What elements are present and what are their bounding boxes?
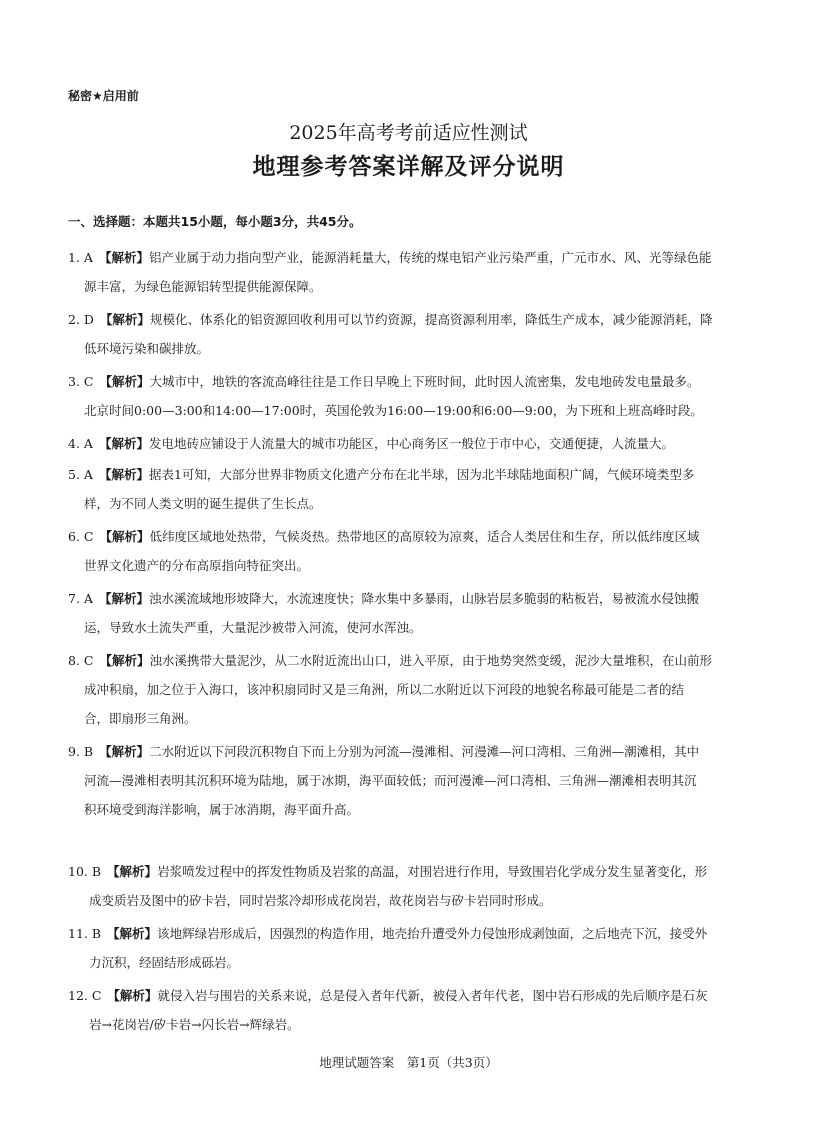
answer-number: 2. D [68,312,94,327]
answer-line [68,675,758,704]
answer-line [68,981,758,1010]
answer-text: 浊水溪流域地形坡降大，水流速度快；降水集中多暴雨，山脉岩层多脆弱的粘板岩，易被流水侵蚀搬 [148,591,699,606]
exam-title: 2025年高考考前适应性测试 [289,122,528,144]
answer-line [68,305,758,334]
analysis-tag: 【解析】 [107,988,158,1003]
answer-line [68,766,758,795]
answer-number: 1. A [68,250,93,265]
answer-line [68,584,758,613]
answer-line [68,646,758,675]
answer-text: 源丰富，为绿色能源铝转型提供能源保障。 [84,279,322,294]
answer-line [68,367,758,396]
answer-line [68,551,758,580]
answer-number: 5. A [68,467,93,482]
analysis-tag: 【解析】 [99,744,150,759]
answer-number: 12. C [68,988,102,1003]
analysis-tag: 【解析】 [98,250,149,265]
analysis-tag: 【解析】 [107,864,158,879]
answer-line [68,243,758,272]
answer-text: 成变质岩及图中的矽卡岩，同时岩浆冷却形成花岗岩，故花岗岩与矽卡岩同时形成。 [89,893,552,908]
answer-line [68,704,758,733]
answer-text: 低环境污染和碳排放。 [84,341,210,356]
answer-text: 就侵入岩与围岩的关系来说，总是侵入者年代新，被侵入者年代老，图中岩石形成的先后顺序是石灰 [157,988,708,1003]
answer-text: 据表1可知，大部分世界非物质文化遗产分布在北半球，因为北半球陆地面积广阔，气候环境类型多 [148,467,695,482]
answer-number: 11. B [68,926,102,941]
answer-number: 3. C [68,374,94,389]
answer-text: 发电地砖应铺设于人流量大的城市功能区，中心商务区一般位于市中心，交通便捷，人流量大。 [148,436,674,451]
answer-line [68,886,758,915]
answer-number: 8. C [68,653,94,668]
answer-item [68,305,758,363]
answer-text: 运，导致水土流失严重，大量泥沙被带入河流，使河水浑浊。 [84,620,422,635]
answer-text: 力沉积，经固结形成砾岩。 [89,955,240,970]
answer-item [68,429,758,458]
analysis-tag: 【解析】 [99,374,150,389]
answer-line [68,737,758,766]
secret-label: 秘密★启用前 [68,89,139,103]
analysis-tag: 【解析】 [98,591,149,606]
answer-text: 河流—漫滩相表明其沉积环境为陆地，属于冰期，海平面较低；而河漫滩—河口湾相、三角洲—潮滩相表明其沉 [84,773,697,788]
answer-line [68,396,758,425]
answer-line [68,429,758,458]
answer-text: 低纬度区域地处热带，气候炎热。热带地区的高原较为凉爽，适合人类居住和生存，所以低纬度区域 [149,529,700,544]
answer-text: 浊水溪携带大量泥沙，从二水附近流出山口，进入平原，由于地势突然变缓，泥沙大量堆积，在山前形 [149,653,712,668]
answer-line [68,489,758,518]
answer-line [68,334,758,363]
answer-number: 4. A [68,436,93,451]
analysis-tag: 【解析】 [107,926,158,941]
page-title: 地理参考答案详解及评分说明 [252,154,565,180]
answer-number: 10. B [68,864,102,879]
answer-line [68,522,758,551]
answer-item [68,646,758,733]
answer-text: 二水附近以下河段沉积物自下而上分别为河流—漫滩相、河漫滩—河口湾相、三角洲—潮滩相，其中 [149,744,700,759]
answer-line [68,272,758,301]
answer-line [68,460,758,489]
answer-item [68,460,758,518]
answer-text: 积环境受到海洋影响，属于冰消期，海平面升高。 [84,802,360,817]
answer-item [68,857,758,915]
analysis-tag: 【解析】 [99,529,150,544]
answer-item [68,522,758,580]
answer-text: 样，为不同人类文明的诞生提供了生长点。 [84,496,322,511]
answer-text: 北京时间0:00—3:00和14:00—17:00时，英国伦敦为16:00—19:00和6:00—9:00，为下班和上班高峰时段。 [84,403,703,418]
section-heading: 一、选择题：本题共15小题，每小题3分，共45分。 [68,214,362,229]
answer-number: 6. C [68,529,94,544]
answer-line [68,795,758,824]
answer-line [68,919,758,948]
answer-text: 大城市中，地铁的客流高峰往往是工作日早晚上下班时间，此时因人流密集，发电地砖发电量最多。 [149,374,700,389]
answer-item [68,584,758,642]
answer-text: 铝产业属于动力指向型产业，能源消耗量大，传统的煤电铝产业污染严重，广元市水、风、光等绿色能 [148,250,712,265]
analysis-tag: 【解析】 [98,436,149,451]
answer-text: 世界文化遗产的分布高原指向特征突出。 [84,558,310,573]
answer-number: 7. A [68,591,93,606]
answer-text: 合，即扇形三角洲。 [84,711,197,726]
answer-line [68,857,758,886]
answer-text: 该地辉绿岩形成后，因强烈的构造作用，地壳抬升遭受外力侵蚀形成剥蚀面，之后地壳下沉，接受外 [157,926,708,941]
answer-line [68,948,758,977]
answer-item [68,919,758,977]
analysis-tag: 【解析】 [98,467,149,482]
analysis-tag: 【解析】 [99,653,150,668]
answer-text: 岩浆喷发过程中的挥发性物质及岩浆的高温，对围岩进行作用，导致围岩化学成分发生显著变化，形 [157,864,708,879]
answer-item [68,981,758,1039]
answer-item [68,737,758,824]
analysis-tag: 【解析】 [99,312,150,327]
answer-text: 成冲积扇，加之位于入海口，该冲积扇同时又是三角洲，所以二水附近以下河段的地貌名称最可能是二者的结 [84,682,685,697]
answer-number: 9. B [68,744,94,759]
answer-item [68,243,758,301]
answer-line [68,1010,758,1039]
answer-text: 规模化、体系化的铝资源回收利用可以节约资源，提高资源利用率，降低生产成本，减少能源消耗，降 [149,312,713,327]
answer-line [68,613,758,642]
page-footer: 地理试题答案 第1页（共3页） [319,1055,498,1070]
answer-item [68,367,758,425]
answer-text: 岩→花岗岩/矽卡岩→闪长岩→辉绿岩。 [89,1017,300,1032]
